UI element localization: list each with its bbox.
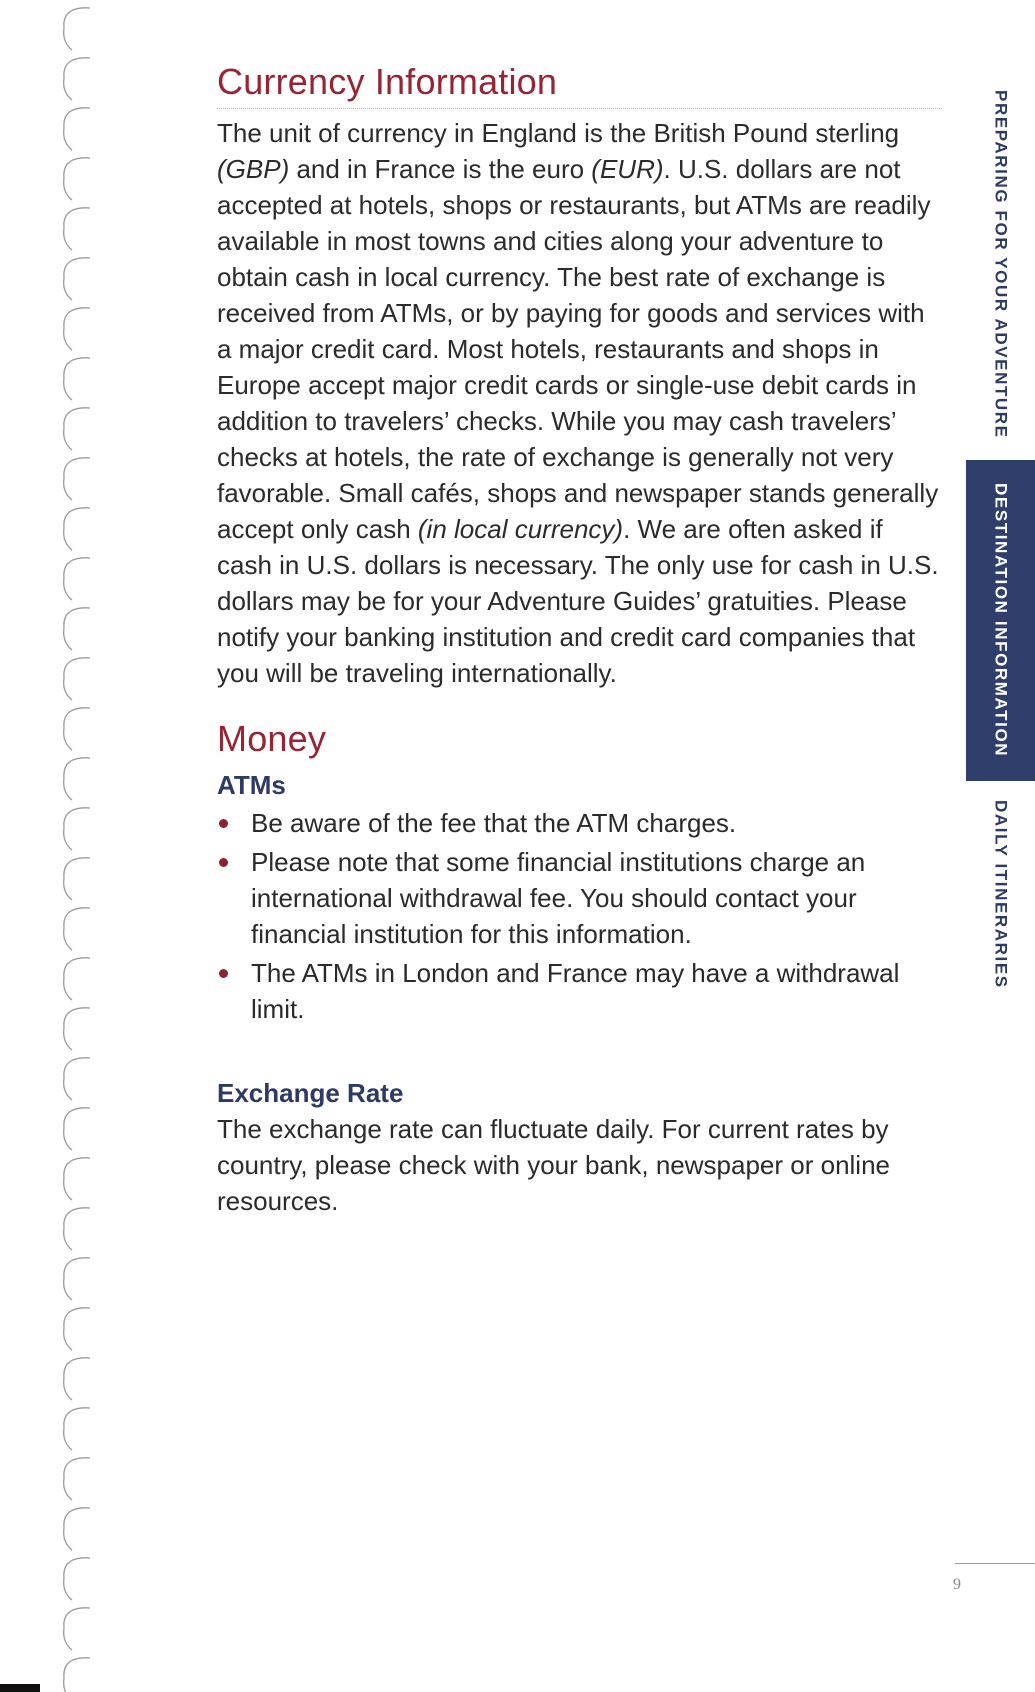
currency-text-part: and in France is the euro <box>289 154 592 184</box>
exchange-rate-text: The exchange rate can fluctuate daily. For current rates by country, please check with your bank, newspaper or online resources. <box>217 1114 891 1216</box>
binding-ring <box>64 1208 90 1250</box>
spiral-binding <box>0 0 120 1692</box>
currency-text-part: . We are often asked if cash in U.S. dollars is necessary. The only use for cash in U.S. dollars may be for your Adventure Guides’ gratuities. Please notify your banking institution and credit card companies that you will be traveling internationally. <box>217 514 939 688</box>
binding-ring <box>64 658 90 700</box>
tab-preparing-for-your-adventure[interactable] <box>966 78 1035 450</box>
binding-ring <box>64 858 90 900</box>
tab-daily-itineraries[interactable] <box>966 788 1035 1000</box>
page-content <box>217 60 942 1219</box>
local-currency-note: (in local currency) <box>417 514 624 544</box>
bottom-edge-mark <box>0 1684 40 1692</box>
tab-label: DAILY ITINERARIES <box>991 799 1011 989</box>
section-tabs <box>966 0 1035 1692</box>
exchange-rate-heading: Exchange Rate <box>217 1078 404 1108</box>
binding-ring <box>64 958 90 1000</box>
binding-ring <box>64 358 90 400</box>
binding-ring <box>64 1458 90 1500</box>
binding-ring <box>64 8 90 50</box>
binding-ring <box>64 308 90 350</box>
binding-ring <box>64 1008 90 1050</box>
binding-ring <box>64 1108 90 1150</box>
tab-label: DESTINATION INFORMATION <box>991 483 1011 758</box>
page-number: 9 <box>953 1576 961 1593</box>
money-title: Money <box>217 718 327 759</box>
currency-text-part: . U.S. dollars are not accepted at hotels, shops or restaurants, but ATMs are readily available in most towns and cities along your adventure to obtain cash in local currency. The best rate of exchange is received from ATMs, or by paying for goods and services with a major credit card. Most hotels, restaurants and shops in Europe accept major credit cards or single-use debit cards in addition to travelers’ checks. While you may cash travelers’ checks at hotels, the rate of exchange is generally not very favorable. Small cafés, shops and newspaper stands generally accept only cash <box>217 154 939 544</box>
binding-ring <box>64 1258 90 1300</box>
binding-ring <box>64 1608 90 1650</box>
list-item <box>217 955 942 1027</box>
page-number-rule <box>955 1563 1035 1564</box>
list-item <box>217 844 942 952</box>
binding-ring <box>64 1358 90 1400</box>
binding-ring <box>64 1408 90 1450</box>
currency-paragraph <box>217 115 942 691</box>
atms-heading: ATMs <box>217 770 286 800</box>
bullet-text: Be aware of the fee that the ATM charges. <box>251 808 737 838</box>
currency-information-title: Currency Information <box>217 61 558 102</box>
title-divider <box>217 108 942 109</box>
binding-ring <box>64 1508 90 1550</box>
binding-ring <box>64 758 90 800</box>
bullet-text: The ATMs in London and France may have a withdrawal limit. <box>251 958 900 1024</box>
binding-ring <box>64 108 90 150</box>
tab-label: PREPARING FOR YOUR ADVENTURE <box>991 89 1011 439</box>
bullet-dot-icon <box>219 819 228 828</box>
currency-code-gbp: (GBP) <box>217 154 290 184</box>
binding-ring <box>64 708 90 750</box>
atm-bullet-list <box>217 805 942 1027</box>
binding-ring <box>64 158 90 200</box>
binding-ring <box>64 808 90 850</box>
binding-ring <box>64 258 90 300</box>
binding-ring <box>64 558 90 600</box>
tab-destination-information[interactable] <box>966 460 1035 781</box>
bullet-dot-icon <box>219 858 228 867</box>
binding-ring <box>64 208 90 250</box>
bullet-dot-icon <box>219 969 228 978</box>
binding-ring <box>64 908 90 950</box>
binding-ring <box>64 458 90 500</box>
binding-ring <box>64 1658 90 1692</box>
list-item <box>217 805 942 841</box>
binding-ring <box>64 1558 90 1600</box>
bullet-text: Please note that some financial institutions charge an international withdrawal fee. You should contact your financial institution for this information. <box>251 847 866 949</box>
binding-ring <box>64 608 90 650</box>
currency-text-part: The unit of currency in England is the British Pound sterling <box>217 118 900 148</box>
binding-ring <box>64 408 90 450</box>
binding-ring <box>64 1158 90 1200</box>
binding-ring <box>64 1308 90 1350</box>
currency-code-eur: (EUR) <box>591 154 664 184</box>
binding-ring <box>64 508 90 550</box>
binding-ring <box>64 1058 90 1100</box>
binding-ring <box>64 58 90 100</box>
